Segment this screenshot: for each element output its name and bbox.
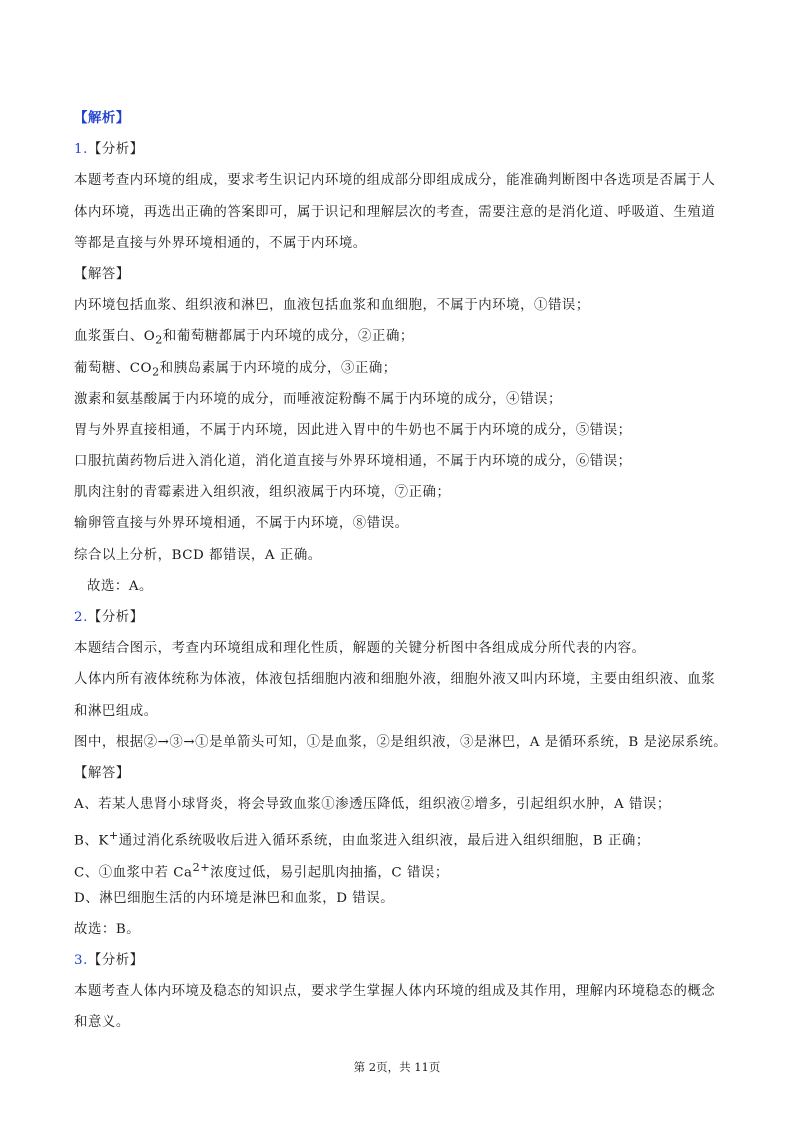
q2-answer-label: 【解答】: [74, 765, 130, 781]
question-number: 3.: [74, 953, 88, 969]
q1-answer-line: 输卵管直接与外界环境相通，不属于内环境，⑧错误。: [74, 516, 409, 532]
q1-answer-line: [74, 353, 726, 384]
q1-answer-label: 【解答】: [74, 266, 130, 282]
analysis-label: 【分析】: [87, 610, 144, 625]
q3-analysis-line: 本题考查人体内环境及稳态的知识点，要求学生掌握人体内环境的组成及其作用，理解内环境稳态的概念: [74, 984, 716, 1000]
q2-analysis-line: 和淋巴组成。: [74, 703, 158, 719]
q2-analysis-header: [74, 602, 726, 633]
q3-analysis-line: 和意义。: [74, 1015, 130, 1031]
q2-conclusion: 故选：B。: [74, 921, 141, 937]
q2-analysis-line: 人体内所有液体统称为体液，体液包括细胞内液和细胞外液，细胞外液又叫内环境，主要由组织液、血浆: [74, 672, 716, 688]
q1-analysis-line: 体内环境，再选出正确的答案即可，属于识记和理解层次的考查，需要注意的是消化道、呼吸道、生殖道: [74, 204, 716, 220]
q1-answer-line: 口服抗菌药物后进入消化道，消化道直接与外界环境相通，不属于内环境的成分，⑥错误；: [74, 454, 632, 470]
question-number: 2.: [74, 610, 88, 625]
solution-content: [74, 103, 726, 1039]
q1-answer-line: 肌肉注射的青霉素进入组织液，组织液属于内环境，⑦正确；: [74, 485, 451, 501]
section-heading: 【解析】: [74, 110, 130, 126]
page-footer: 第 2页，共 11页: [353, 1060, 441, 1074]
q1-answer-line: 激素和氨基酸属于内环境的成分，而唾液淀粉酶不属于内环境的成分，④错误；: [74, 391, 562, 407]
q2-answer-line: [74, 852, 726, 883]
answer-text: 和胰岛素属于内环境的成分，③正确；: [159, 360, 397, 376]
q1-answer-line: 综合以上分析，BCD 都错误，A 正确。: [74, 547, 322, 563]
superscript: 2+: [192, 860, 211, 874]
q1-analysis-line: 本题考查内环境的组成，要求考生识记内环境的组成部分即组成成分，能准确判断图中各选项是否属于人: [74, 173, 716, 189]
answer-text: C、①血浆中若 Ca: [74, 864, 193, 880]
q2-analysis-line: 图中，根据②→③→①是单箭头可知，①是血浆，②是组织液，③是淋巴，A 是循环系统，B 是泌尿系统。: [74, 734, 728, 750]
answer-text: B、K: [74, 833, 109, 849]
analysis-label: 【分析】: [87, 142, 144, 158]
superscript: +: [108, 829, 119, 843]
q2-answer-line: D、淋巴细胞生活的内环境是淋巴和血浆，D 错误。: [74, 890, 395, 906]
q1-answer-line: 胃与外界直接相通，不属于内环境，因此进入胃中的牛奶也不属于内环境的成分，⑤错误；: [74, 422, 632, 438]
q1-answer-line: [74, 321, 726, 352]
answer-text: 血浆蛋白、O: [74, 329, 156, 345]
question-number: 1.: [74, 142, 88, 158]
subscript: 2: [155, 333, 163, 347]
q2-analysis-line: 本题结合图示，考查内环境组成和理化性质，解题的关键分析图中各组成成分所代表的内容。: [74, 641, 646, 657]
answer-text: 通过消化系统吸收后进入循环系统，由血浆进入组织液，最后进入组织细胞，B 正确；: [118, 833, 650, 849]
subscript: 2: [152, 365, 160, 379]
q3-analysis-header: [74, 945, 726, 976]
q2-answer-line: [74, 820, 726, 851]
q1-analysis-line: 等都是直接与外界环境相通的，不属于内环境。: [74, 235, 367, 251]
answer-text: 葡萄糖、CO: [74, 360, 153, 376]
answer-text: 和葡萄糖都属于内环境的成分，②正确；: [162, 329, 414, 345]
analysis-label: 【分析】: [87, 953, 144, 969]
answer-text: 浓度过低，易引起肌肉抽搐，C 错误；: [210, 864, 449, 880]
q2-answer-line: A、若某人患肾小球肾炎，将会导致血浆①渗透压降低，组织液②增多，引起组织水肿，A 错误；: [74, 797, 671, 813]
q1-answer-line: 内环境包括血浆、组织液和淋巴，血液包括血浆和血细胞，不属于内环境，①错误；: [74, 298, 590, 314]
q1-conclusion: 故选：A。: [87, 578, 153, 594]
q1-analysis-header: [74, 134, 726, 165]
